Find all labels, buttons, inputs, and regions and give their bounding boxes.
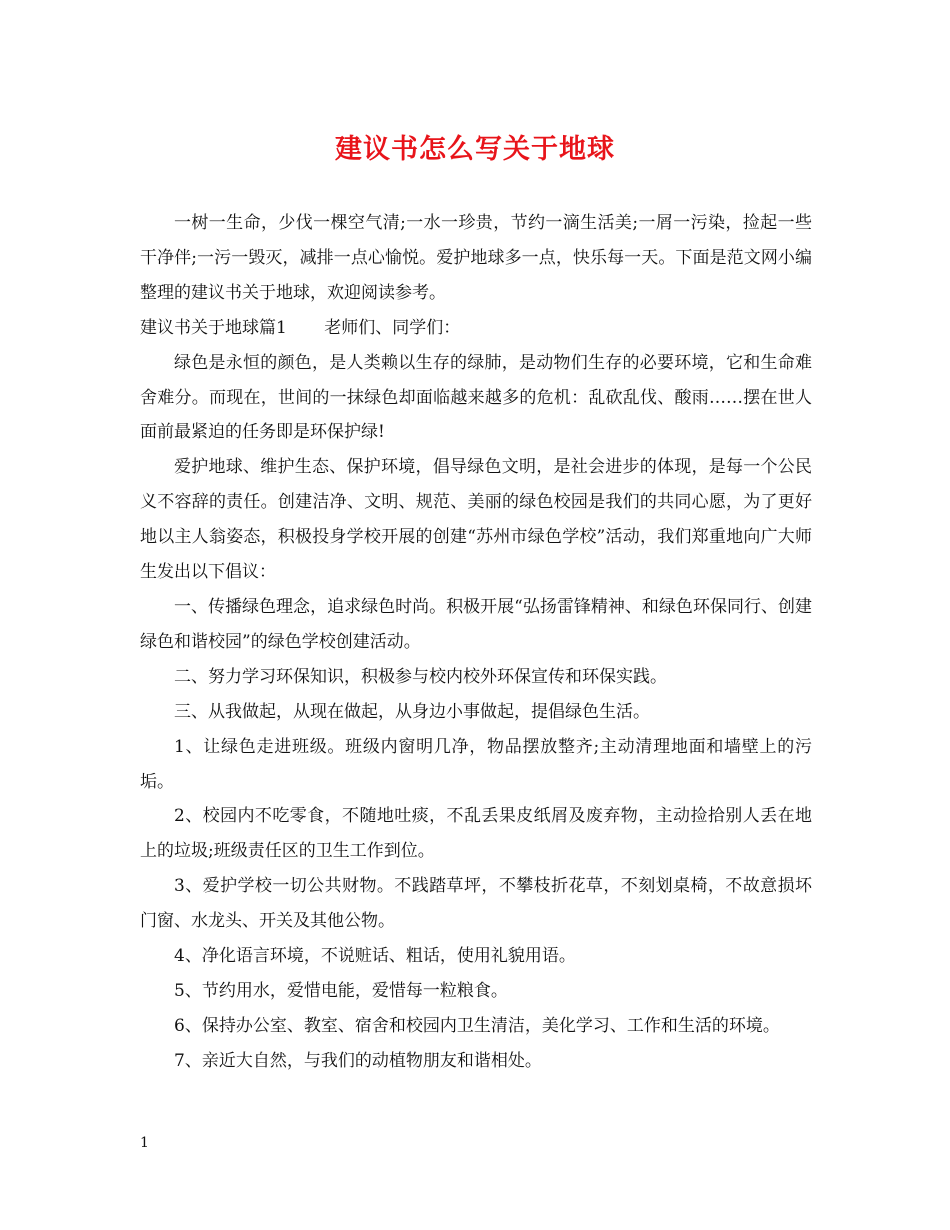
proposal-item: 一、传播绿色理念，追求绿色时尚。积极开展“弘扬雷锋精神、和绿色环保同行、创建绿色和谐校园”的绿色学校创建活动。 [140, 596, 812, 652]
proposal-subitem: 5、节约用水，爱惜电能，爱惜每一粒粮食。 [174, 980, 508, 1001]
proposal-item: 二、努力学习环保知识，积极参与校内校外环保宣传和环保实践。 [174, 666, 667, 687]
proposal-item: 三、从我做起，从现在做起，从身边小事做起，提倡绿色生活。 [174, 701, 650, 722]
proposal-subitem: 6、保持办公室、教室、宿舍和校园内卫生清洁，美化学习、工作和生活的环境。 [174, 1015, 780, 1036]
proposal-subitem: 1、让绿色走进班级。班级内窗明几净，物品摆放整齐;主动清理地面和墙壁上的污垢。 [140, 736, 812, 792]
document-body [140, 206, 812, 1079]
salutation: 老师们、同学们： [324, 317, 461, 338]
proposal-subitem: 3、爱护学校一切公共财物。不践踏草坪，不攀枝折花草，不刻划桌椅，不故意损坏门窗、水龙头、开关及其他公物。 [140, 876, 812, 932]
body-paragraph: 绿色是永恒的颜色，是人类赖以生存的绿肺，是动物们生存的必要环境，它和生命难舍难分。而现在，世间的一抹绿色却面临越来越多的危机：乱砍乱伐、酸雨……摆在世人面前最紧迫的任务即是环保护绿! [140, 352, 812, 443]
intro-paragraph: 一树一生命，少伐一棵空气清;一水一珍贵，节约一滴生活美;一屑一污染，捡起一些干净伴;一污一毁灭，减排一点心愉悦。爱护地球多一点，快乐每一天。下面是范文网小编整理的建议书关于地球，欢迎阅读参考。 [140, 213, 812, 303]
section-heading-line [140, 311, 812, 346]
proposal-subitem: 4、净化语言环境，不说赃话、粗话，使用礼貌用语。 [174, 946, 576, 967]
section-heading: 建议书关于地球篇1 [140, 317, 287, 338]
proposal-subitem: 2、校园内不吃零食，不随地吐痰，不乱丢果皮纸屑及废弃物，主动捡拾别人丢在地上的垃圾;班级责任区的卫生工作到位。 [140, 806, 812, 862]
body-paragraph: 爱护地球、维护生态、保护环境，倡导绿色文明，是社会进步的体现，是每一个公民义不容辞的责任。创建洁净、文明、规范、美丽的绿色校园是我们的共同心愿，为了更好地以主人翁姿态，积极投身学校开展的创建“苏州市绿色学校”活动，我们郑重地向广大师生发出以下倡议： [140, 457, 812, 583]
document-title: 建议书怎么写关于地球 [335, 134, 615, 165]
page-number: 1 [140, 1135, 149, 1151]
proposal-subitem: 7、亲近大自然，与我们的动植物朋友和谐相处。 [174, 1050, 542, 1071]
